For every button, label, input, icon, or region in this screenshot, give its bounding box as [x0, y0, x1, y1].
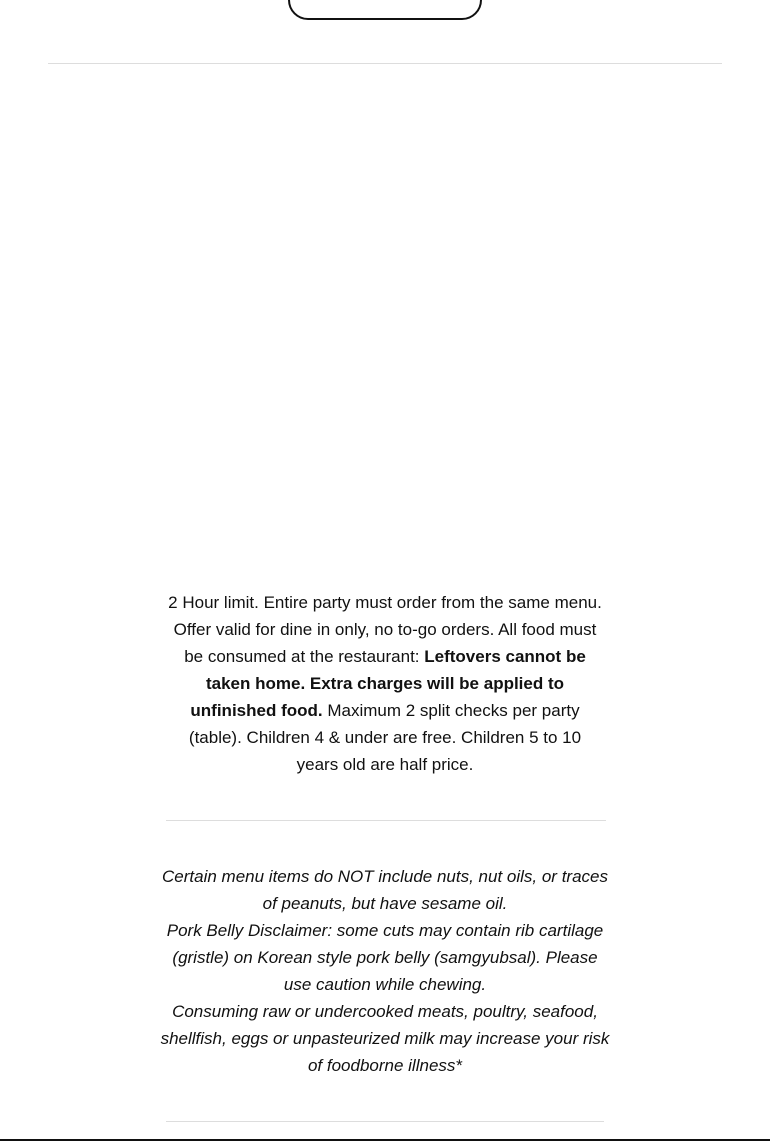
raw-food-warning: Consuming raw or undercooked meats, poultry, seafood, shellfish, eggs or unpasteurized milk may increase your risk of foodborne illness*	[160, 1002, 610, 1075]
policy-leftovers-warning: Leftovers cannot be taken home. Extra charges will be applied to unfinished food.	[190, 647, 586, 720]
pork-belly-disclaimer: Pork Belly Disclaimer: some cuts may contain rib cartilage (gristle) on Korean style pork belly (samgyubsal). Please use caution while chewing.	[166, 921, 604, 994]
content-placeholder-area	[48, 70, 722, 570]
policy-text-intro: 2 Hour limit. Entire party must order from the same menu. Offer valid for dine in only, no to-go orders. All food must be consumed at the restaurant:	[168, 593, 602, 666]
section-divider	[166, 1121, 604, 1122]
section-divider	[48, 63, 722, 64]
allergen-disclaimer	[160, 863, 610, 1079]
top-outline-button[interactable]	[288, 0, 482, 20]
dining-policy-text	[166, 589, 604, 778]
policy-text-details: Maximum 2 split checks per party (table). Children 4 & under are free. Children 5 to 10 years old are half price.	[188, 701, 582, 774]
nut-disclaimer: Certain menu items do NOT include nuts, nut oils, or traces of peanuts, but have sesame oil.	[162, 867, 608, 913]
section-divider	[166, 820, 606, 821]
